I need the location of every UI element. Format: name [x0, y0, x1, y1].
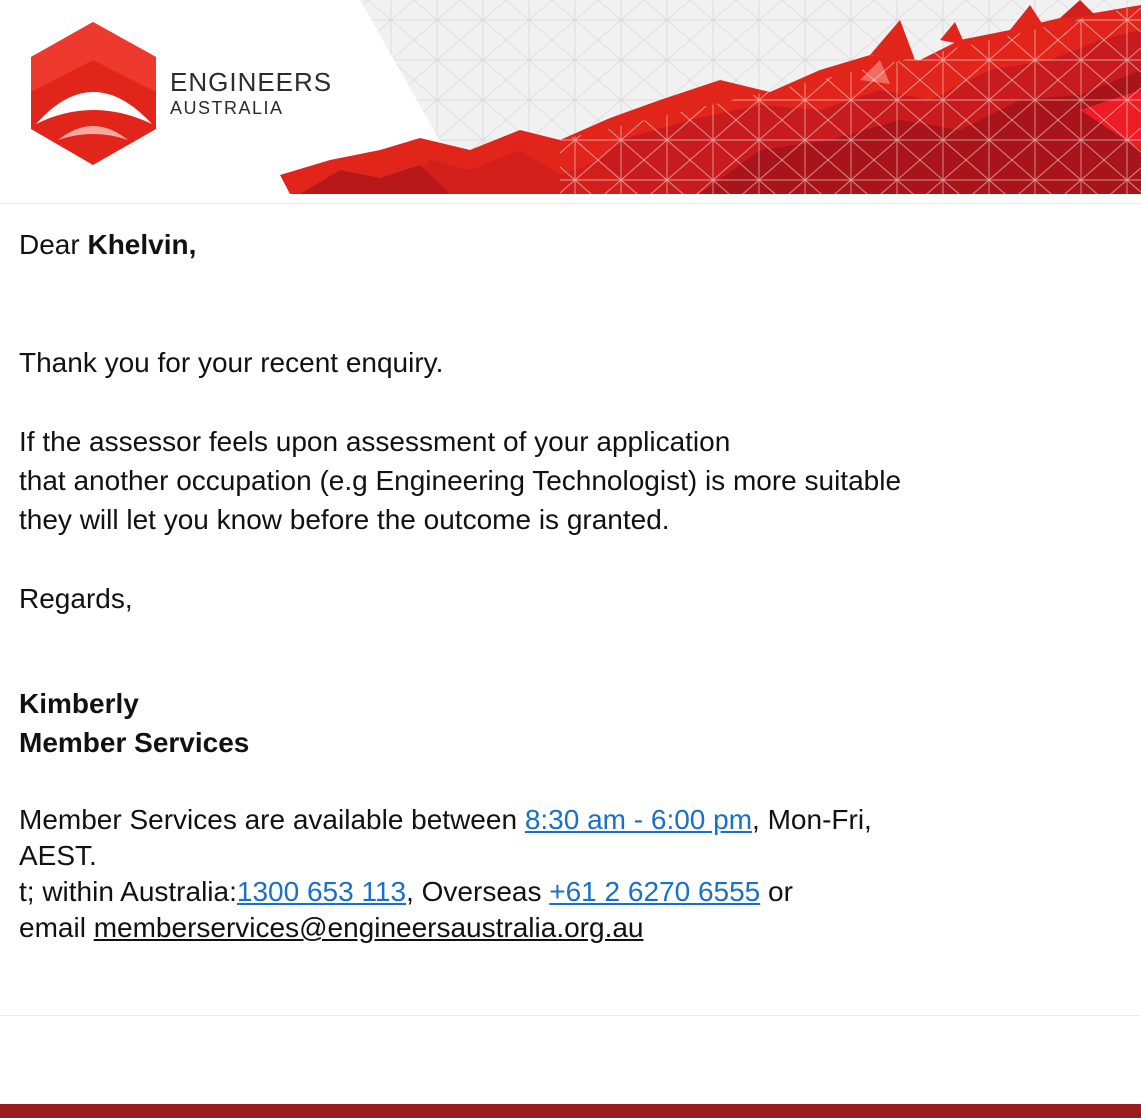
timezone: AEST. — [19, 840, 97, 871]
hours-prefix: Member Services are available between — [19, 804, 525, 835]
hours-line — [19, 802, 1119, 838]
intro-paragraph: Thank you for your recent enquiry. — [19, 347, 444, 378]
header-divider — [0, 203, 1141, 204]
recipient-name: Khelvin, — [87, 229, 197, 260]
header-banner — [0, 0, 1141, 194]
email-line — [19, 910, 1119, 946]
footer-bar — [0, 1104, 1141, 1118]
phone-overseas-link[interactable]: +61 2 6270 6555 — [549, 876, 761, 907]
email-body — [19, 225, 1119, 946]
salutation: Dear — [19, 229, 88, 260]
phone-mid: , Overseas — [406, 876, 550, 907]
logo-wordmark — [170, 68, 332, 119]
sender-department: Member Services — [19, 727, 250, 758]
hours-link[interactable]: 8:30 am - 6:00 pm — [524, 804, 753, 835]
sender-name: Kimberly — [19, 688, 139, 719]
email-address-link[interactable]: memberservices@engineersaustralia.org.au — [93, 912, 644, 943]
salutation-line — [19, 225, 1119, 264]
phone-suffix: or — [760, 876, 793, 907]
body-line-3: they will let you know before the outcome is granted. — [19, 504, 670, 535]
closing: Regards, — [19, 583, 133, 614]
phone-local-link[interactable]: 1300 653 113 — [236, 876, 407, 907]
logo-line-engineers: ENGINEERS — [170, 67, 333, 97]
body-line-2: that another occupation (e.g Engineering Technologist) is more suitable — [19, 465, 902, 496]
footer-divider — [0, 1015, 1141, 1016]
body-line-1: If the assessor feels upon assessment of your application — [19, 426, 731, 457]
email-prefix: email — [19, 912, 94, 943]
phone-prefix: t; within Australia: — [19, 876, 237, 907]
hours-suffix: , Mon-Fri, — [752, 804, 872, 835]
phone-line — [19, 874, 1119, 910]
logo-line-australia: AUSTRALIA — [170, 98, 284, 118]
contact-block — [19, 802, 1119, 946]
